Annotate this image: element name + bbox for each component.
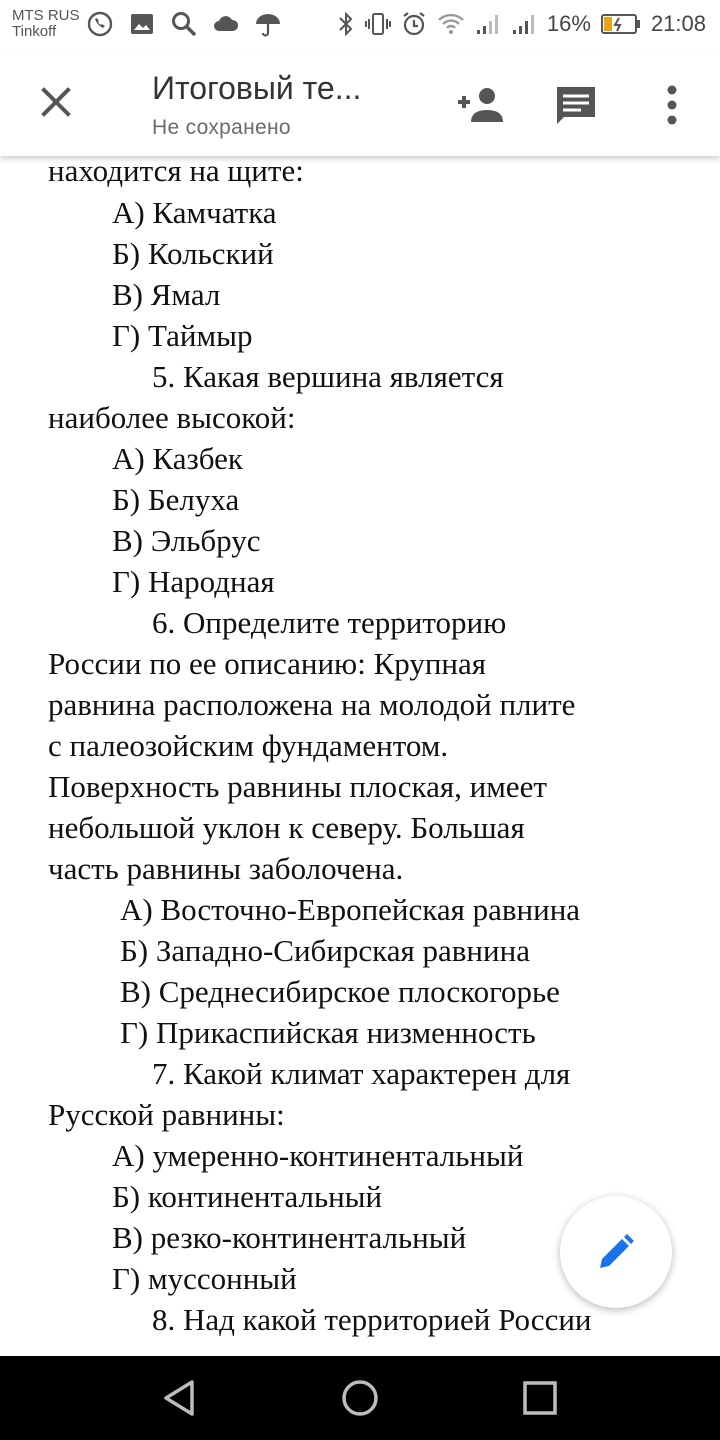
answer-option: Б) Кольский xyxy=(112,236,274,271)
question-text: 8. Над какой территорией России xyxy=(152,1302,592,1337)
search-icon xyxy=(170,10,198,38)
document-title: Итоговый те... xyxy=(152,70,362,106)
question-text: 7. Какой климат характерен для xyxy=(152,1056,571,1091)
system-icons xyxy=(337,10,706,38)
question-text: Русской равнины: xyxy=(48,1097,285,1132)
answer-option: Б) Западно-Сибирская равнина xyxy=(120,933,530,968)
carrier-line-1: MTS RUS xyxy=(12,7,80,24)
navigation-bar xyxy=(0,1356,720,1440)
pencil-icon xyxy=(596,1232,636,1272)
back-icon[interactable] xyxy=(158,1376,202,1420)
answer-option: Г) Народная xyxy=(112,564,275,599)
vibrate-icon xyxy=(365,10,391,38)
comment-icon[interactable] xyxy=(554,84,598,128)
answer-option: В) Среднесибирское плоскогорье xyxy=(120,974,560,1009)
more-options-icon[interactable] xyxy=(660,84,684,128)
wifi-icon xyxy=(437,10,465,38)
text-line: находится на щите: xyxy=(48,156,304,188)
close-icon[interactable] xyxy=(36,82,76,122)
notification-icons xyxy=(86,10,282,38)
signal-icon xyxy=(475,10,501,38)
answer-option: А) умеренно-континентальный xyxy=(112,1138,524,1173)
question-text: часть равнины заболочена. xyxy=(48,851,404,886)
carrier-name xyxy=(12,8,80,40)
cloud-icon xyxy=(212,10,240,38)
gallery-icon xyxy=(128,10,156,38)
signal-icon xyxy=(511,10,537,38)
answer-option: А) Восточно-Европейская равнина xyxy=(120,892,581,927)
answer-option: Г) Прикаспийская низменность xyxy=(120,1015,536,1050)
answer-option: В) Ямал xyxy=(112,277,221,312)
viber-icon xyxy=(86,10,114,38)
app-bar xyxy=(0,50,720,156)
recent-apps-icon[interactable] xyxy=(518,1376,562,1420)
bluetooth-icon xyxy=(337,10,355,38)
home-icon[interactable] xyxy=(338,1376,382,1420)
answer-option: В) резко-континентальный xyxy=(112,1220,467,1255)
battery-percent: 16% xyxy=(546,11,591,36)
question-text: с палеозойским фундаментом. xyxy=(48,728,449,763)
clock: 21:08 xyxy=(650,11,706,36)
answer-option: Г) Таймыр xyxy=(112,318,253,353)
add-person-icon[interactable] xyxy=(454,84,506,124)
umbrella-icon xyxy=(254,10,282,38)
question-text: Поверхность равнины плоская, имеет xyxy=(48,769,547,804)
answer-option: В) Эльбрус xyxy=(112,523,261,558)
carrier-line-2: Tinkoff xyxy=(12,23,57,40)
status-bar xyxy=(0,0,720,50)
answer-option: А) Камчатка xyxy=(112,195,277,230)
answer-option: Б) Белуха xyxy=(112,482,240,517)
battery-icon xyxy=(601,12,641,36)
document-body[interactable] xyxy=(0,156,720,1356)
question-text: наиболее высокой: xyxy=(48,400,296,435)
edit-button[interactable] xyxy=(560,1196,672,1308)
question-text: России по ее описанию: Крупная xyxy=(48,646,487,681)
save-status: Не сохранено xyxy=(152,116,291,139)
answer-option: Г) муссонный xyxy=(112,1261,297,1296)
question-text: 6. Определите территорию xyxy=(152,605,507,640)
answer-option: Б) континентальный xyxy=(112,1179,383,1214)
question-text: 5. Какая вершина является xyxy=(152,359,504,394)
question-text: небольшой уклон к северу. Большая xyxy=(48,810,525,845)
answer-option: А) Казбек xyxy=(112,441,243,476)
alarm-icon xyxy=(401,10,427,38)
question-text: равнина расположена на молодой плите xyxy=(48,687,576,722)
